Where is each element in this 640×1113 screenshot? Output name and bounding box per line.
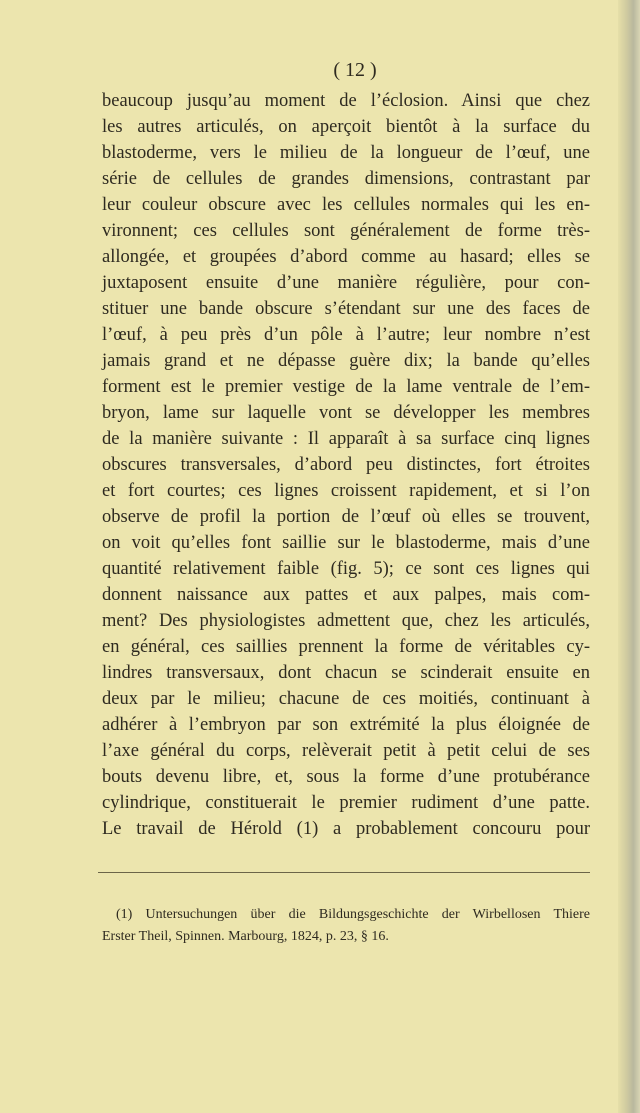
text-line: cylindrique, constituerait le premier rudiment d’une patte. (102, 793, 590, 813)
text-line: allongée, et groupées d’abord comme au hasard; elles se (102, 247, 590, 267)
text-line: obscures transversales, d’abord peu distinctes, fort étroites (102, 455, 590, 475)
text-line: juxtaposent ensuite d’une manière régulière, pour con- (102, 273, 590, 293)
text-line: bouts devenu libre, et, sous la forme d’une protubérance (102, 767, 590, 787)
text-line: série de cellules de grandes dimensions, contrastant par (102, 169, 590, 189)
text-line: ment? Des physiologistes admettent que, chez les articulés, (102, 611, 590, 631)
text-line: jamais grand et ne dépasse guère dix; la bande qu’elles (102, 351, 590, 371)
text-line: lindres transversaux, dont chacun se scinderait ensuite en (102, 663, 590, 683)
text-line: bryon, lame sur laquelle vont se développer les membres (102, 403, 590, 423)
text-line: forment est le premier vestige de la lame ventrale de l’em- (102, 377, 590, 397)
text-line: deux par le milieu; chacune de ces moitiés, continuant à (102, 689, 590, 709)
text-line: leur couleur obscure avec les cellules normales qui les en- (102, 195, 590, 215)
text-line: Le travail de Hérold (1) a probablement concouru pour (102, 819, 590, 839)
text-line: observe de profil la portion de l’œuf où elles se trouvent, (102, 507, 590, 527)
footnote-divider (98, 872, 590, 873)
text-line: vironnent; ces cellules sont généralement de forme très- (102, 221, 590, 241)
page-number: ( 12 ) (333, 59, 377, 81)
footnotes (102, 904, 590, 948)
footnote-line: (1) Untersuchungen über die Bildungsgeschichte der Wirbellosen Thiere (116, 907, 590, 922)
text-line: les autres articulés, on aperçoit bientôt à la surface du (102, 117, 590, 137)
text-line: l’œuf, à peu près d’un pôle à l’autre; leur nombre n’est (102, 325, 590, 345)
text-line: et fort courtes; ces lignes croissent rapidement, et si l’on (102, 481, 590, 501)
text-line: donnent naissance aux pattes et aux palpes, mais com- (102, 585, 590, 605)
text-line: stituer une bande obscure s’étendant sur une des faces de (102, 299, 590, 319)
text-line: en général, ces saillies prennent la forme de véritables cy- (102, 637, 590, 657)
page-edge-shadow (618, 0, 640, 1113)
text-line: beaucoup jusqu’au moment de l’éclosion. Ainsi que chez (102, 91, 590, 111)
text-line: quantité relativement faible (fig. 5); ce sont ces lignes qui (102, 559, 590, 579)
body-text (102, 88, 590, 842)
text-line: blastoderme, vers le milieu de la longueur de l’œuf, une (102, 143, 590, 163)
text-line: l’axe général du corps, relèverait petit à petit celui de ses (102, 741, 590, 761)
text-line: adhérer à l’embryon par son extrémité la plus éloignée de (102, 715, 590, 735)
text-line: de la manière suivante : Il apparaît à sa surface cinq lignes (102, 429, 590, 449)
footnote-line: Erster Theil, Spinnen. Marbourg, 1824, p. 23, § 16. (102, 929, 389, 944)
text-line: on voit qu’elles font saillie sur le blastoderme, mais d’une (102, 533, 590, 553)
